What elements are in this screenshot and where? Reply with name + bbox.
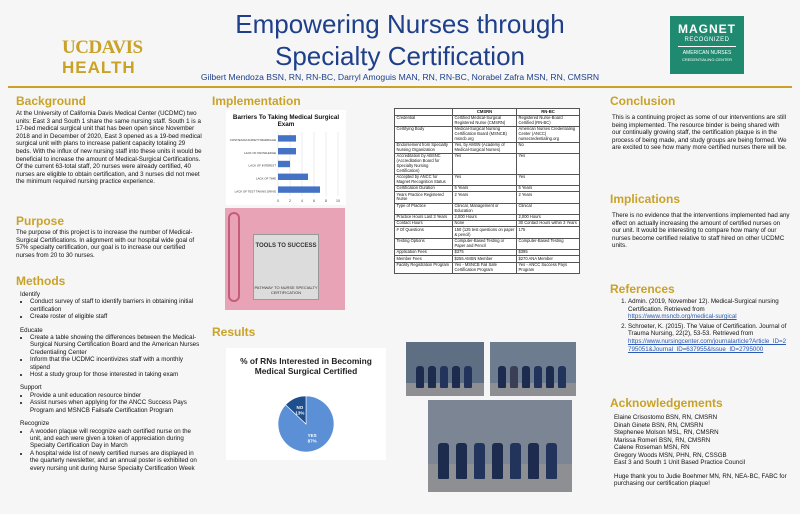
identify-label: Identify: [20, 291, 40, 298]
table-body: [395, 115, 580, 273]
x-tick-label: 10: [336, 199, 340, 203]
reference-item: [628, 323, 788, 353]
category-label: LACK OF TIME: [255, 176, 276, 181]
acknowledgements-body: [614, 414, 790, 488]
table-cell: Certified Medical-Surgical Registered Nurse (CMSRN): [453, 115, 517, 126]
table-cell: Registered Nurse-Board Certified (RN-BC): [517, 115, 580, 126]
table-cell: Member Fees: [395, 256, 453, 262]
table-header: RN-BC: [517, 109, 580, 116]
table-cell: $395: [517, 249, 580, 255]
table-cell: Yes: [453, 153, 517, 174]
magnet-line3: AMERICAN NURSES: [682, 50, 732, 56]
person: [498, 366, 506, 388]
table-cell: Credential: [395, 115, 453, 126]
bar: [278, 135, 296, 141]
ack-name: East 3 and South 1 Unit Based Practice Council: [614, 459, 746, 466]
person: [558, 366, 566, 388]
background-heading: Background: [16, 94, 87, 108]
bar: [278, 148, 296, 154]
pie-slice-value: 87%: [307, 438, 317, 444]
ack-name: Marissa Romeri BSN, RN, CMSRN: [614, 436, 711, 444]
table-row: [395, 153, 580, 174]
table-row: [395, 203, 580, 214]
list-item: • Create a table showing the differences between the Medical-Surgical Nursing Certification Board and the American Nurses Credentialing Center: [30, 334, 204, 356]
purpose-text: The purpose of this project is to increase the number of Medical-Surgical Certifications. In alignment with our hospital wide goal of 57% specialty certification, our goal is to increase our certified nurses from 20 to 30 nurses.: [16, 229, 195, 259]
list-item: • Create roster of eligible staff: [30, 313, 204, 320]
table-cell: None: [453, 221, 517, 227]
reference-link[interactable]: https://www.msncb.org/medical-surgical: [628, 313, 737, 321]
group-photo-1: [406, 342, 484, 396]
person: [428, 366, 436, 388]
table-cell: Clinical: [517, 203, 580, 214]
category-label: LACK OF INTEREST: [248, 163, 276, 168]
table-row: [395, 192, 580, 203]
table-row: [395, 238, 580, 249]
table-cell: 150 (125 test questions on paper & pencil): [453, 227, 517, 238]
person: [546, 443, 557, 479]
references-heading: References: [610, 282, 675, 296]
person: [528, 443, 539, 479]
background-text: At the University of California Davis Medical Center (UCDMC) two units: East 3 and South 1 share the same nursing staff. South 1 is a 17-bed medical surgical unit that has been open since November 2018 and in December of 2020, East 3 opened as a 19-bed medical surgical unit with plans to increase patient capacity totaling 29 beds. With the influx of new nursing staff into these units it would be beneficial to increase the amount of Medical-Surgical Certifications. Of the current 63-total staff, 20 nurses were already certified, 40 nurses are eligible to obtain certification, and 3 nurses did not meet the minimum required nursing practice experience.: [16, 110, 202, 186]
bar: [278, 161, 290, 167]
table-cell: Yes: [453, 174, 517, 185]
table-cell: $270 ANA Member: [517, 256, 580, 262]
table-row: [395, 142, 580, 153]
logo-line1: UCDAVIS: [62, 37, 143, 58]
table-cell: Application Fees: [395, 249, 453, 255]
table-cell: Practice Hours Last 3 Years: [395, 214, 453, 220]
implementation-heading: Implementation: [212, 94, 301, 108]
methods-body: [20, 291, 204, 472]
magnet-line2: RECOGNIZED: [684, 37, 730, 43]
list-item: • Conduct survey of staff to identify barriers in obtaining initial certification: [30, 298, 204, 313]
table-cell: American Nurses Credentialing Center (ANCC) nursecredentialing.org: [517, 126, 580, 142]
table-cell: Accepted by ANCC for Magnet Recognition Status: [395, 174, 453, 185]
title-line2: Specialty Certification: [275, 41, 525, 71]
list-item: • Host a study group for those interested in taking exam: [30, 371, 204, 378]
implications-text: There is no evidence that the interventions implemented had any effect on actually increasing the amount of certified nurses on our unit. It would be interesting to compare how many of our nurses become certified relative to staff hired on other UCDMC units.: [612, 212, 790, 250]
table-row: [395, 227, 580, 238]
table-cell: 5 Years: [453, 185, 517, 191]
pie-chart-svg: [226, 348, 386, 460]
table-cell: $375: [453, 249, 517, 255]
table-cell: Yes: [517, 153, 580, 174]
barriers-chart-svg: [226, 110, 346, 205]
ack-name: Gregory Woods MSN, PHN, RN, CSSGB: [614, 451, 727, 459]
list-item: • Provide a unit education resource binder: [30, 392, 204, 399]
list-item: • A hospital wide list of newly certified nurses are displayed in the quarterly newsletter, and an annual poster is exhibited on every nursing unit during Nurse Specialty Certification Week: [30, 450, 204, 472]
binder-cover: [253, 234, 319, 300]
list-item: • Assist nurses when applying for the ANCC Success Pays Program and MSNCB Failsafe Certification Program: [30, 399, 204, 414]
table-cell: 2 Years: [453, 192, 517, 203]
conclusion-heading: Conclusion: [610, 94, 676, 108]
table-cell: Yes: [517, 174, 580, 185]
ack-name: Elaine Crisostomo BSN, RN, CMSRN: [614, 414, 718, 421]
binder-title: TOOLS TO SUCCESS: [255, 243, 317, 249]
table-cell: $255 AMSN Member: [453, 256, 517, 262]
category-label: COST/EXAM ANXIETY/MARRIAGE: [229, 138, 276, 143]
table-cell: Accreditation by ABSNC (Accreditation Board for Specialty Nursing Certification): [395, 153, 453, 174]
reference-link[interactable]: https://www.nursingcenter.com/journalarticle?Article_ID=2795051&Journal_ID=637955&Issue_ID=2795000: [628, 337, 787, 353]
table-cell: 2 Years: [517, 192, 580, 203]
magnet-divider: [678, 46, 736, 47]
implications-heading: Implications: [610, 192, 681, 206]
pie-slice-label: YES: [307, 433, 317, 439]
category-label: LACK OF KNOWLEDGE: [244, 150, 276, 155]
conclusion-text: This is a continuing project as some of our interventions are still being implemented. The resource binder is being shared with our continually growing staff, the certification plaque is in the process of being made, and study groups are being formed. We are excited to see how many more certified nurses there will be.: [612, 114, 787, 152]
table-cell: Computer-Based Testing: [517, 238, 580, 249]
table-cell: 2,000 Hours: [517, 214, 580, 220]
recognize-list: [20, 428, 204, 472]
educate-label: Educate: [20, 326, 43, 334]
barriers-chart-title: Barriers To Taking Medical Surgical Exam: [232, 114, 340, 129]
reference-text: Schroeter, K. (2015). The Value of Certification. Journal of Trauma Nursing, 22(2), 53-53. Retrieved from: [628, 322, 787, 338]
table-row: [395, 126, 580, 142]
table-cell: 175: [517, 227, 580, 238]
x-tick-label: 4: [301, 199, 303, 203]
support-list: [20, 392, 204, 414]
person: [546, 366, 554, 388]
certification-comparison-table: [394, 108, 580, 274]
person: [510, 443, 521, 479]
table-cell: Testing Options: [395, 238, 453, 249]
person: [492, 443, 503, 479]
group-photo-2: [490, 342, 576, 396]
table-cell: Certifying Body: [395, 126, 453, 142]
table-cell: Certification Duration: [395, 185, 453, 191]
pie-slice-value: 13%: [295, 410, 305, 416]
person: [474, 443, 485, 479]
table-cell: Endorsement from Specialty Nursing Organization: [395, 142, 453, 153]
reference-item: [628, 298, 788, 321]
ack-name: Stephenee Molson MSL, RN, CMSRN: [614, 429, 719, 436]
bar: [278, 174, 308, 180]
table-cell: Contact Hours: [395, 221, 453, 227]
x-tick-label: 2: [289, 199, 291, 203]
person: [452, 366, 460, 388]
person: [456, 443, 467, 479]
ack-name: Dinah Ginete BSN, RN, CMSRN: [614, 421, 704, 429]
category-label: LACK OF TEST TAKING DRIVE: [234, 189, 276, 194]
resource-binder-photo: [225, 208, 345, 310]
title-line1: Empowering Nurses through: [235, 9, 565, 39]
results-heading: Results: [212, 325, 256, 339]
table-row: [395, 174, 580, 185]
person: [510, 366, 518, 388]
person: [464, 366, 472, 388]
table-header: CMSRN: [453, 109, 517, 116]
person: [534, 366, 542, 388]
table-cell: Computer-Based Testing or Paper and Pencil: [453, 238, 517, 249]
barriers-bar-chart: [226, 110, 346, 205]
magnet-line1: MAGNET: [678, 22, 736, 36]
acknowledgements-heading: Acknowledgements: [610, 396, 723, 410]
person: [438, 443, 449, 479]
list-item: • A wooden plaque will recognize each certified nurse on the unit, and each were given a token of appreciation during Specialty Certification Day in March: [30, 428, 204, 450]
interest-pie-chart: [226, 348, 386, 460]
table-cell: Medical-Surgical Nursing Certification Board (MSNCB) msncb.org: [453, 126, 517, 142]
table-cell: Years Practice Registered Nurse: [395, 192, 453, 203]
list-item: • Inform that the UCDMC incentivizes staff with a monthly stipend: [30, 356, 204, 371]
table-cell: No: [517, 142, 580, 153]
x-tick-label: 6: [313, 199, 315, 203]
table-row: [395, 115, 580, 126]
reference-text: Admin. (2019, November 12). Medical-Surgical nursing Certification. Retrieved from: [628, 298, 779, 313]
poster-title: [200, 8, 600, 72]
person: [416, 366, 424, 388]
bar: [278, 186, 320, 192]
table-cell: 2,000 Hours: [453, 214, 517, 220]
educate-list: [20, 334, 204, 378]
identify-list: [20, 298, 204, 320]
pie-slice-label: NO: [296, 404, 304, 410]
table-cell: Yes - MSNCB Fail Safe Certification Program: [453, 262, 517, 273]
binder-subtitle: PATHWAY TO NURSE SPECIALTY CERTIFICATION: [254, 285, 318, 295]
person: [440, 366, 448, 388]
table-cell: # Of Questions: [395, 227, 453, 238]
purpose-heading: Purpose: [16, 214, 65, 228]
person: [522, 366, 530, 388]
x-tick-label: 8: [325, 199, 327, 203]
pie-chart-title: % of RNs Interested in Becoming Medical Surgical Certified: [240, 356, 372, 376]
table-cell: 30 Contact Hours within 3 Years: [517, 221, 580, 227]
table-cell: 5 Years: [517, 185, 580, 191]
binder-ring: [228, 212, 240, 302]
table-row: [395, 262, 580, 273]
authors: Gilbert Mendoza BSN, RN, RN-BC, Darryl Amoguis MAN, RN, RN-BC, Norabel Zafra MSN, RN, CMSRN: [200, 72, 600, 82]
support-label: Support: [20, 384, 42, 392]
recognize-label: Recognize: [20, 420, 50, 428]
references-list: [624, 298, 788, 353]
group-photo-3: [428, 400, 572, 492]
table-cell: Type of Practice: [395, 203, 453, 214]
logo-line2: HEALTH: [62, 58, 136, 77]
magnet-recognized-badge: [670, 16, 744, 74]
header-divider: [8, 86, 792, 88]
ack-name: Calene Roseman MSN, RN: [614, 444, 690, 451]
methods-heading: Methods: [16, 274, 66, 288]
table-cell: Clinical, Management or Education: [453, 203, 517, 214]
ack-thanks: Huge thank you to Judie Boehmer MN, RN, NEA-BC, FABC for purchasing our certification plaque!: [614, 472, 787, 487]
table-cell: Yes - ANCC Success Pays Program: [517, 262, 580, 273]
table-cell: Yes, by AMSN (Academy of Medical-Surgical Nurses): [453, 142, 517, 153]
table-cell: Facility Registration Program: [395, 262, 453, 273]
ucdavis-health-logo: [62, 38, 143, 76]
magnet-line4: CREDENTIALING CENTER: [681, 57, 732, 62]
x-tick-label: 0: [277, 199, 279, 203]
